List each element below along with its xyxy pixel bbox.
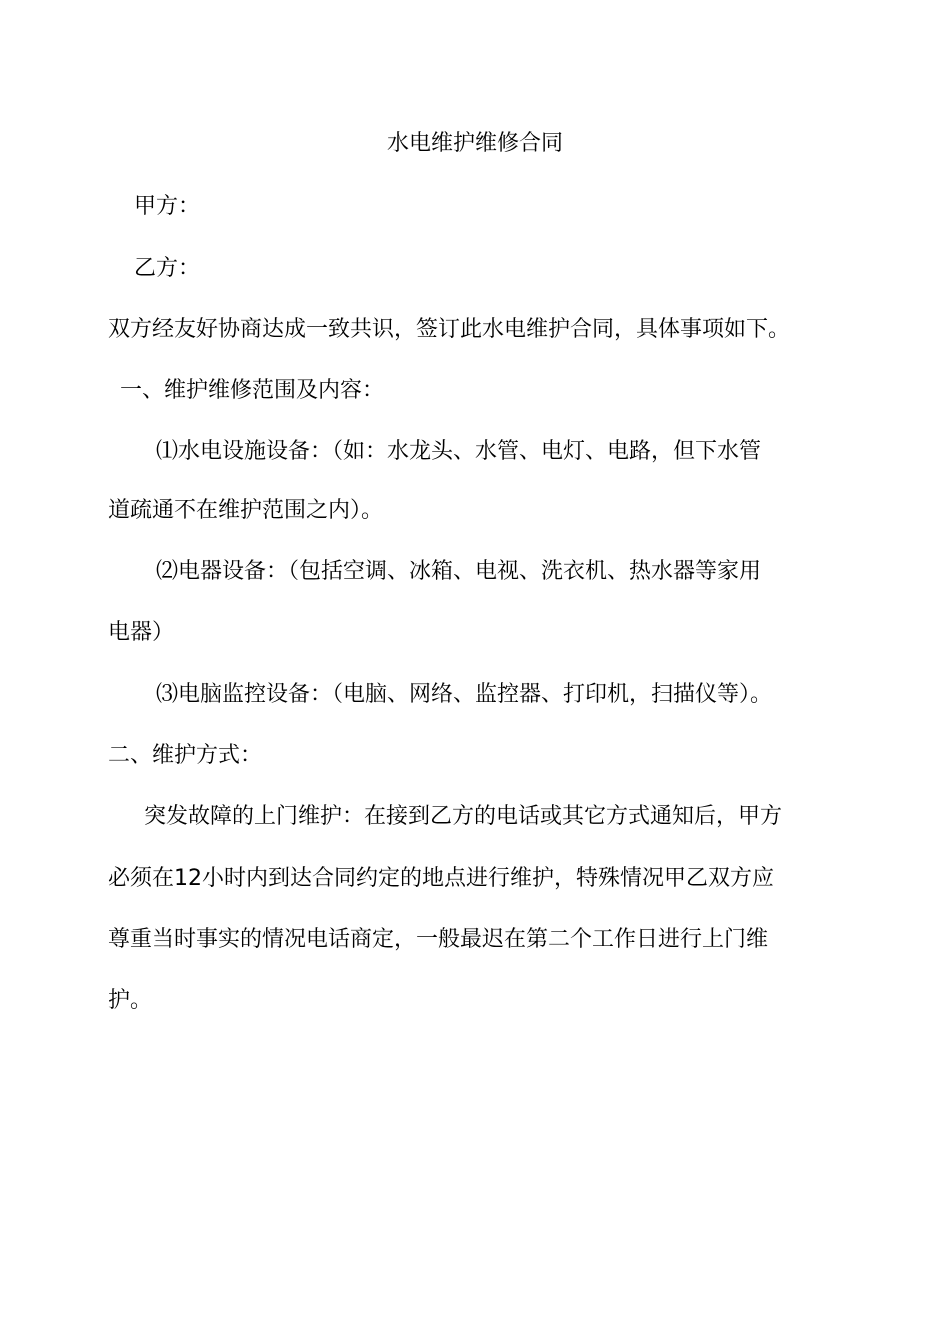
section2-para-line2: 必须在12小时内到达合同约定的地点进行维护，特殊情况甲乙双方应 — [108, 866, 774, 891]
section1-item2-line2: 电器） — [108, 620, 175, 645]
section2-para-line3: 尊重当时事实的情况电话商定，一般最迟在第二个工作日进行上门维 — [108, 927, 769, 952]
party-b-label: 乙方： — [134, 256, 201, 281]
section2-para-line4: 护。 — [108, 988, 153, 1013]
party-a-label: 甲方： — [134, 194, 201, 219]
section1-item1-line2: 道疏通不在维护范围之内）。 — [108, 498, 384, 523]
section1-item2-line1: ⑵电器设备：（包括空调、冰箱、电视、洗衣机、热水器等家用 — [156, 559, 762, 584]
intro-paragraph: 双方经友好协商达成一致共识，签订此水电维护合同，具体事项如下。 — [108, 317, 791, 342]
document-title: 水电维护维修合同 — [386, 131, 563, 156]
section1-item1-line1: ⑴水电设施设备：（如：水龙头、水管、电灯、电路，但下水管 — [156, 439, 762, 464]
section1-heading: 一、维护维修范围及内容： — [120, 378, 385, 403]
section1-item3-line1: ⑶电脑监控设备：（电脑、网络、监控器、打印机，扫描仪等）。 — [156, 682, 773, 707]
section2-heading: 二、维护方式： — [108, 743, 263, 768]
section2-para-line1: 突发故障的上门维护：在接到乙方的电话或其它方式通知后，甲方 — [144, 804, 783, 829]
